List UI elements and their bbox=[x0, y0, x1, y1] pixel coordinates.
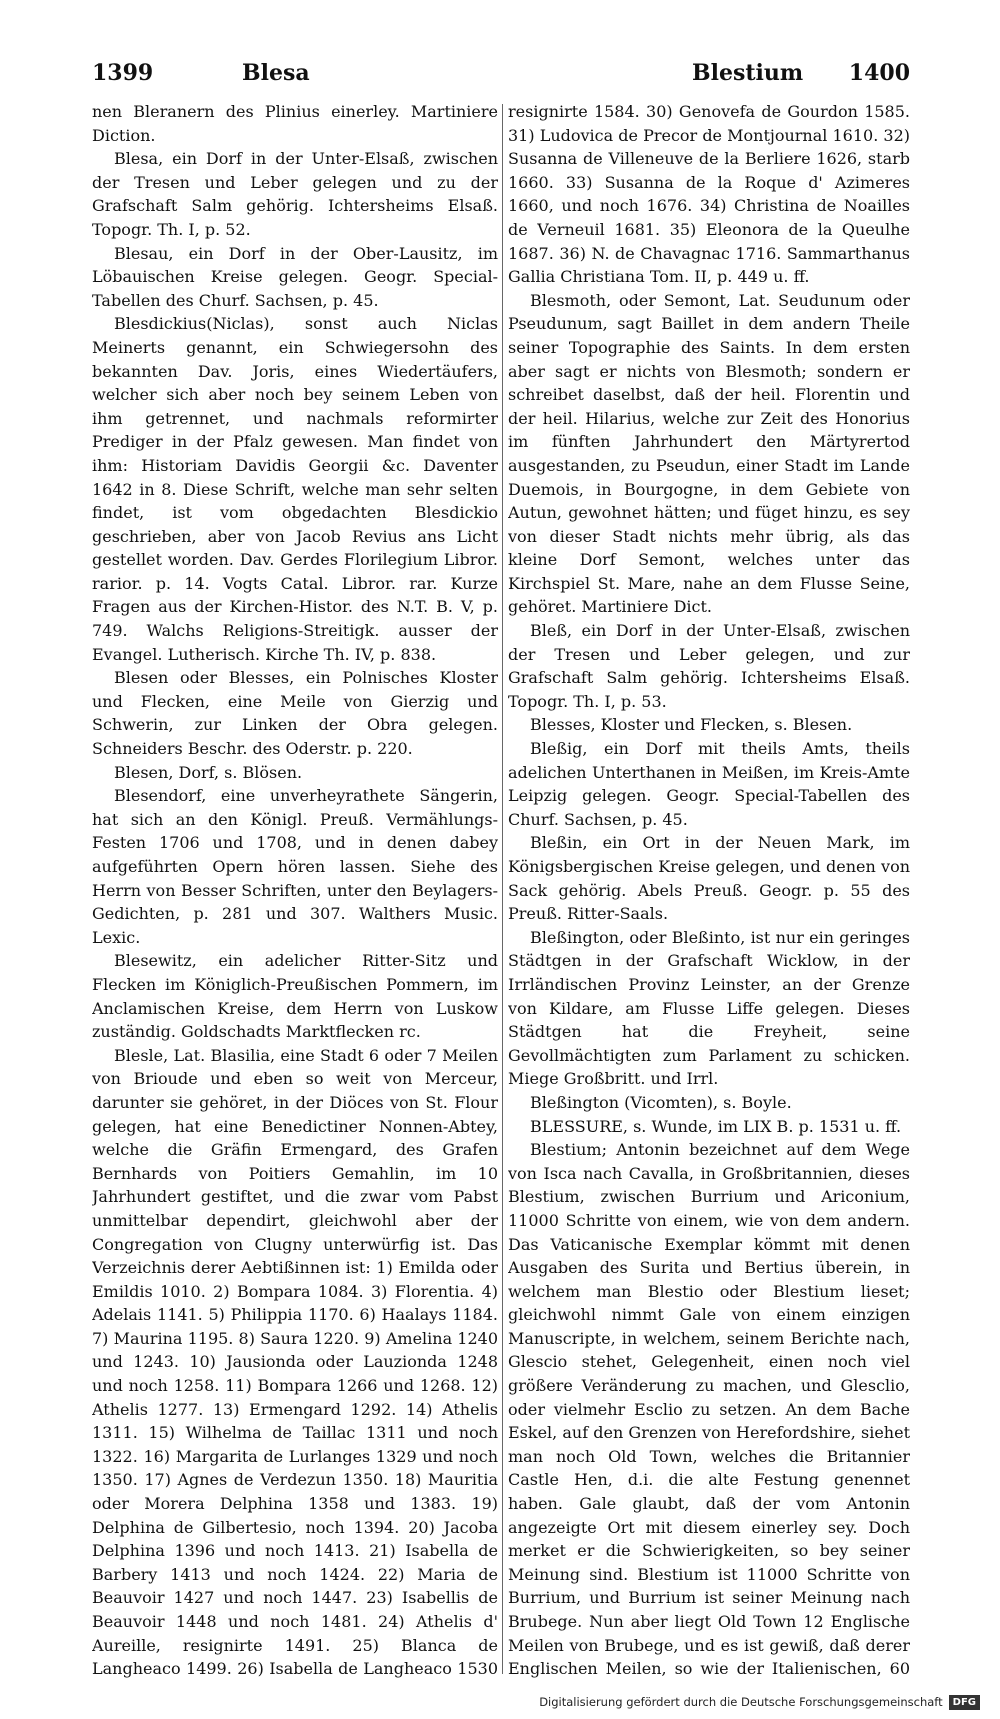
entry-paragraph: Blesses, Kloster und Flecken, s. Blesen. bbox=[530, 715, 853, 735]
entry-paragraph: nen Bleranern des Plinius einerley. Martiniere Diction. bbox=[92, 102, 498, 145]
running-head-right: Blestium bbox=[692, 60, 804, 86]
entry-paragraph: BLESSURE, s. Wunde, im LIX B. p. 1531 u. ff. bbox=[530, 1116, 902, 1136]
left-column bbox=[92, 100, 498, 1680]
right-column bbox=[508, 100, 910, 1680]
entry-paragraph: Bleß, ein Dorf in der Unter-Elsaß, zwischen der Tresen und Leber gelegen, und zur Grafschaft Salm gehörig. Ichtersheims Elsaß. Topogr. Th. I, p. 53. bbox=[508, 621, 910, 711]
entry-paragraph: Bleßington (Vicomten), s. Boyle. bbox=[530, 1092, 792, 1112]
page-number-left: 1399 bbox=[92, 60, 154, 86]
digitization-credit bbox=[539, 1692, 980, 1712]
dfg-logo: DFG bbox=[949, 1695, 980, 1710]
running-header bbox=[92, 60, 910, 94]
entry-paragraph: Blesen oder Blesses, ein Polnisches Kloster und Flecken, eine Meile von Gierzig und Schwerin, zur Linken der Obra gelegen. Schneiders Beschr. des Oderstr. p. 220. bbox=[92, 668, 498, 759]
entry-paragraph: Blesdickius(Niclas), sonst auch Niclas Meinerts genannt, ein Schwiegersohn des bekannten Dav. Joris, eines Wiedertäufers, welcher sich aber noch bey seinem Leben von ihm getrennet, und nachmals reformirter Prediger in der Pfalz gewesen. Man findet von ihm: Historiam Davidis Georgii &c. Daventer 1642 in 8. Diese Schrift, welche man sehr selten findet, ist vom obgedachten Blesdickio geschrieben, aber von Jacob Revius ans Licht gestellet worden. Dav. Gerdes Florilegium Libror. rarior. p. 14. Vogts Catal. Libror. rar. Kurze Fragen aus der Kirchen-Histor. des N.T. B. V, p. 749. Walchs Religions-Streitigk. ausser der Evangel. Lutherisch. Kirche Th. IV, p. 838. bbox=[92, 314, 498, 664]
running-head-left: Blesa bbox=[242, 60, 310, 86]
entry-paragraph: Blesendorf, eine unverheyrathete Sängerin, hat sich an den Königl. Preuß. Vermählungs-Festen 1706 und 1708, und in denen dabey aufgeführten Opern hören lassen. Siehe des Herrn von Besser Schriften, unter den Beylagers-Gedichten, p. 281 und 307. Walthers Music. Lexic. bbox=[92, 786, 498, 947]
entry-paragraph: Blestium; Antonin bezeichnet auf dem Wege von Isca nach Cavalla, in Großbritannien, dieses Blestium, zwischen Burrium und Ariconium, 11000 Schritte von einem, wie von dem andern. Das Vaticanische Exemplar kömmt mit denen Ausgaben des Surita und Bertius überein, in welchem man Blestio oder Blestium lieset; gleichwohl nimmt Gale von einem einzigen Manuscripte, in welchem, seinem Berichte nach, Glescio stehet, Gelegenheit, einen noch viel größere Veränderung zu machen, und Glesclio, oder vielmehr Esclio zu setzen. An dem Bache Eskel, auf den Grenzen von Herefordshire, siehet man noch Old Town, welches die Britannier Castle Hen, d.i. die alte Festung genennet haben. Gale glaubt, daß der vom Antonin angezeigte Ort mit diesem einerley sey. Doch merket er die Schwierigkeiten, so bey seiner Meinung sind. Blestium ist 11000 Schritte von Burrium, und Burrium ist seiner Meinung nach Brubege. Nun aber liegt Old Town 12 Englische Meilen von Brubege, und es ist gewiß, daß derer Englischen Meilen, so wie der Italienischen, 60 bbox=[508, 1140, 910, 1679]
entry-paragraph: Blesen, Dorf, s. Blösen. bbox=[114, 762, 303, 782]
entry-paragraph: Blesau, ein Dorf in der Ober-Lausitz, im Löbauischen Kreise gelegen. Geogr. Special-Tabellen des Churf. Sachsen, p. 45. bbox=[92, 243, 498, 310]
entry-paragraph: Blesa, ein Dorf in der Unter-Elsaß, zwischen der Tresen und Leber gelegen und zu der Grafschaft Salm gehörig. Ichtersheims Elsaß. Topogr. Th. I, p. 52. bbox=[92, 149, 498, 239]
entry-paragraph: Blesle, Lat. Blasilia, eine Stadt 6 oder 7 Meilen von Brioude und eben so weit von Merceur, darunter sie gehöret, in der Diöces von St. Flour gelegen, hat eine Benedictiner Nonnen-Abtey, welche die Gräfin Ermengard, des Grafen Bernhards von Poitiers Gemahlin, im 10 Jahrhundert gestiftet, und die zwar vom Pabst unmittelbar dependirt, gleichwohl aber der Congregation von Clugny unterwürfig ist. Das Verzeichnis derer Aebtißinnen ist: 1) Emilda oder Emildis 1010. 2) Bompara 1084. 3) Florentia. 4) Adelais 1141. 5) Philippia 1170. 6) Haalays 1184. 7) Maurina 1195. 8) Saura 1220. 9) Amelina 1240 und 1243. 10) Jausionda oder Lauzionda 1248 und noch 1258. 11) Bompara 1266 und 1268. 12) Athelis 1277. 13) Ermengard 1292. 14) Athelis 1311. 15) Wilhelma de Taillac 1311 und noch 1322. 16) Margarita de Lurlanges 1329 und noch 1350. 17) Agnes de Verdezun 1350. 18) Mauritia oder Morera Delphina 1358 und 1383. 19) Delphina de Gilbertesio, noch 1394. 20) Jacoba Delphina 1396 und noch 1413. 21) Isabella de Barbery 1413 und noch 1424. 22) Maria de Beauvoir 1427 und noch 1447. 23) Isabellis de Beauvoir 1448 und noch 1481. 24) Athelis d' Aureille, resignirte 1491. 25) Blanca de Langheaco 1499. 26) Isabella de Langheaco 1530 bbox=[92, 1045, 498, 1679]
entry-paragraph: Bleßington, oder Bleßinto, ist nur ein geringes Städtgen in der Grafschaft Wicklow, in der Irrländischen Provinz Leinster, an der Grenze von Kildare, am Flusse Liffe gelegen. Dieses Städtgen hat die Freyheit, seine Gevollmächtigten zum Parlament zu schicken. Miege Großbritt. und Irrl. bbox=[508, 927, 910, 1089]
column-divider bbox=[502, 104, 503, 1674]
page-number-right: 1400 bbox=[848, 60, 910, 86]
entry-paragraph: Blesewitz, ein adelicher Ritter-Sitz und Flecken im Königlich-Preußischen Pommern, im Anclamischen Kreise, dem Herrn von Luskow zuständig. Goldschadts Marktflecken rc. bbox=[92, 951, 498, 1042]
entry-paragraph: Bleßin, ein Ort in der Neuen Mark, im Königsbergischen Kreise gelegen, und denen von Sack gehörig. Abels Preuß. Geogr. p. 55 des Preuß. Ritter-Saals. bbox=[508, 833, 910, 924]
credit-text: Digitalisierung gefördert durch die Deutsche Forschungsgemeinschaft bbox=[539, 1695, 943, 1709]
entry-paragraph: resignirte 1584. 30) Genovefa de Gourdon 1585. 31) Ludovica de Precor de Montjournal 1610. 32) Susanna de Villeneuve de la Berliere 1626, starb 1660. 33) Susanna de la Roque d' Azimeres 1660, und noch 1676. 34) Christina de Noailles de Verneuil 1681. 35) Eleonora de la Queulhe 1687. 36) N. de Chavagnac 1716. Sammarthanus Gallia Christiana Tom. II, p. 449 u. ff. bbox=[508, 102, 910, 287]
entry-paragraph: Bleßig, ein Dorf mit theils Amts, theils adelichen Unterthanen in Meißen, im Kreis-Amte Leipzig gelegen. Geogr. Special-Tabellen des Churf. Sachsen, p. 45. bbox=[508, 739, 910, 829]
entry-paragraph: Blesmoth, oder Semont, Lat. Seudunum oder Pseudunum, sagt Baillet in dem andern Theile seiner Topographie des Saints. In dem ersten aber sagt er nichts von Blesmoth; sondern er schreibet daselbst, daß der heil. Florentin und der heil. Hilarius, welche zur Zeit des Honorius im fünften Jahrhundert den Märtyrertod ausgestanden, zu Pseudun, einer Stadt im Lande Duemois, in Bourgogne, in dem Gebiete von Autun, gewohnet hätten; und füget hinzu, es sey von dieser Stadt nichts mehr übrig, als das kleine Dorf Semont, welches unter das Kirchspiel St. Mare, nahe an dem Flusse Seine, gehöret. Martiniere Dict. bbox=[508, 290, 910, 617]
